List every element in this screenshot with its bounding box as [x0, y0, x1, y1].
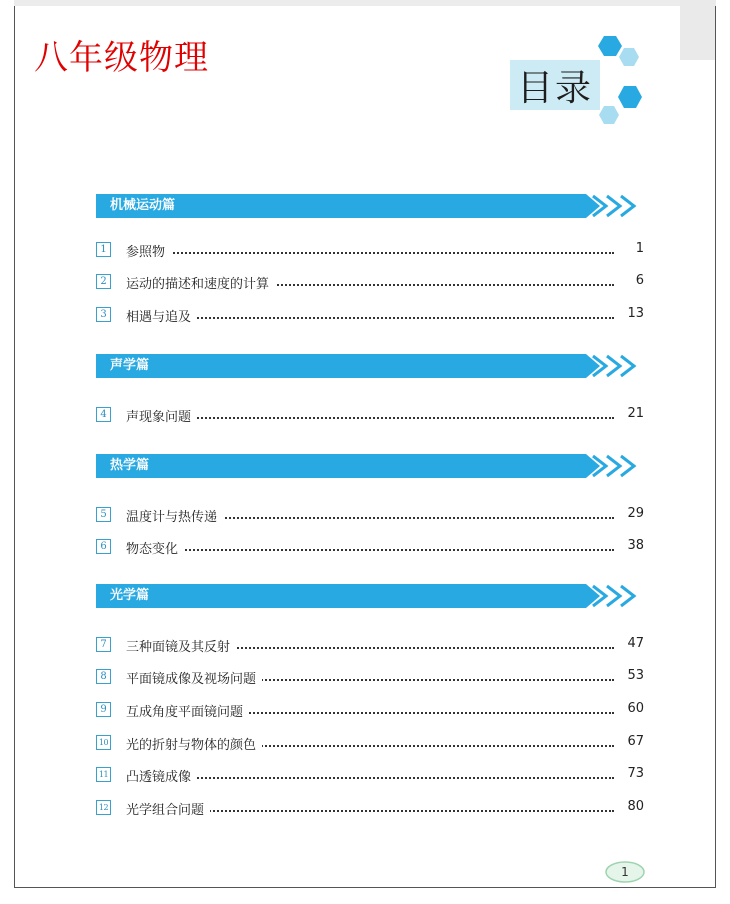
toc-entry[interactable] — [96, 668, 644, 688]
entry-number: 3 — [96, 307, 111, 322]
entry-number: 4 — [96, 407, 111, 422]
entry-number: 12 — [96, 800, 111, 815]
section-header — [96, 452, 644, 480]
entry-label: 温度计与热传递 — [126, 506, 223, 525]
entry-page: 38 — [623, 538, 644, 553]
entry-label: 光的折射与物体的颜色 — [126, 734, 262, 753]
toc-entry[interactable] — [96, 734, 644, 754]
leader-dots — [126, 549, 614, 551]
page-number-badge — [604, 860, 646, 884]
entry-label: 光学组合问题 — [126, 799, 210, 818]
toc-entry[interactable] — [96, 701, 644, 721]
section-arrow-bar — [96, 582, 644, 610]
entry-label: 凸透镜成像 — [126, 766, 197, 785]
hexagon-2 — [619, 48, 639, 66]
toc-entry[interactable] — [96, 406, 644, 426]
section-arrow-bar — [96, 452, 644, 480]
entry-label: 参照物 — [126, 241, 171, 260]
toc-entry[interactable] — [96, 273, 644, 293]
section-title: 机械运动篇 — [110, 198, 176, 213]
leader-dots — [126, 777, 614, 779]
page-number: 1 — [621, 865, 629, 879]
hexagon-decoration-icon — [570, 28, 650, 138]
section-title: 声学篇 — [110, 358, 150, 373]
section-title: 热学篇 — [110, 458, 150, 473]
leader-dots — [126, 252, 614, 254]
entry-page: 13 — [623, 306, 644, 321]
leader-dots — [126, 417, 614, 419]
page-frame — [14, 6, 716, 888]
leader-dots — [126, 317, 614, 319]
entry-number: 7 — [96, 637, 111, 652]
entry-label: 三种面镜及其反射 — [126, 636, 236, 655]
toc-entry[interactable] — [96, 538, 644, 558]
entry-label: 运动的描述和速度的计算 — [126, 273, 275, 292]
section-header — [96, 582, 644, 610]
entry-label: 声现象问题 — [126, 406, 197, 425]
section-header — [96, 192, 644, 220]
entry-page: 21 — [623, 406, 644, 421]
entry-page: 29 — [623, 506, 644, 521]
entry-number: 8 — [96, 669, 111, 684]
entry-page: 80 — [623, 799, 644, 814]
section-header — [96, 352, 644, 380]
toc-entry[interactable] — [96, 799, 644, 819]
section-arrow-bar — [96, 192, 644, 220]
toc-entry[interactable] — [96, 636, 644, 656]
entry-page: 47 — [623, 636, 644, 651]
section-arrow-bar — [96, 352, 644, 380]
entry-label: 物态变化 — [126, 538, 184, 557]
entry-number: 6 — [96, 539, 111, 554]
entry-number: 9 — [96, 702, 111, 717]
entry-number: 10 — [96, 735, 111, 750]
entry-page: 60 — [623, 701, 644, 716]
entry-page: 67 — [623, 734, 644, 749]
hexagon-4 — [599, 106, 619, 124]
toc-heading: 目录 — [510, 60, 600, 110]
entry-page: 53 — [623, 668, 644, 683]
hexagon-1 — [598, 36, 622, 56]
entry-page: 1 — [632, 241, 644, 256]
book-title: 八年级物理 — [34, 38, 209, 78]
toc-entry[interactable] — [96, 766, 644, 786]
entry-page: 73 — [623, 766, 644, 781]
entry-number: 5 — [96, 507, 111, 522]
toc-entry[interactable] — [96, 506, 644, 526]
hexagon-3 — [618, 86, 642, 108]
entry-label: 互成角度平面镜问题 — [126, 701, 249, 720]
toc-entry[interactable] — [96, 306, 644, 326]
entry-label: 平面镜成像及视场问题 — [126, 668, 262, 687]
entry-number: 2 — [96, 274, 111, 289]
section-title: 光学篇 — [110, 588, 150, 603]
entry-number: 11 — [96, 767, 111, 782]
toc-entry[interactable] — [96, 241, 644, 261]
entry-label: 相遇与追及 — [126, 306, 197, 325]
entry-page: 6 — [632, 273, 644, 288]
entry-number: 1 — [96, 242, 111, 257]
